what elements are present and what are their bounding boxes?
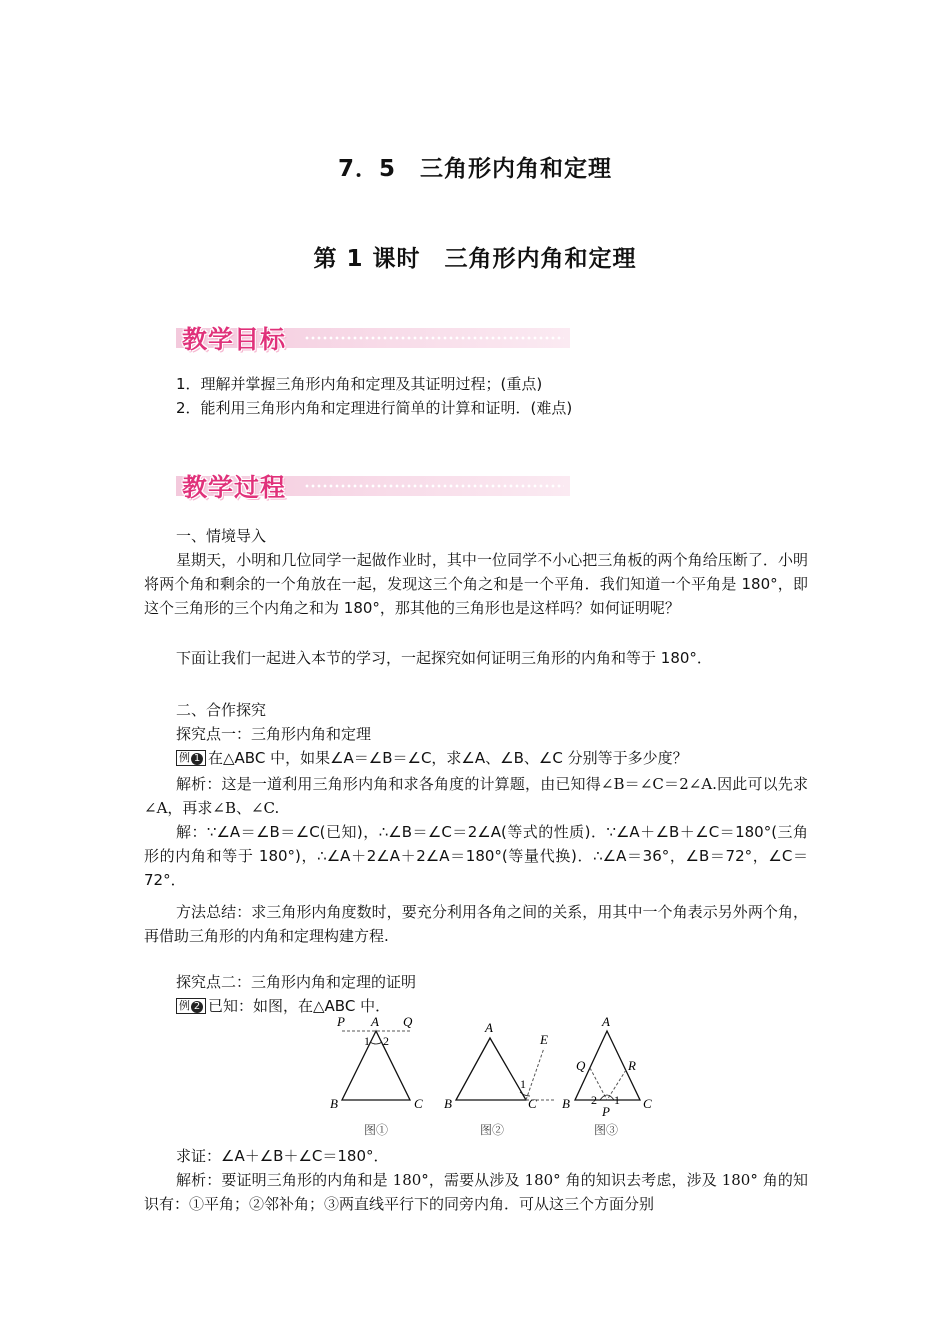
example1-summary: 方法总结：求三角形内角度数时，要充分利用各角之间的关系，用其中一个角表示另外两个角，再借助三角形的内角和定理构建方程. bbox=[144, 903, 808, 945]
figure-2-caption: 图② bbox=[480, 1123, 505, 1137]
label-r: R bbox=[628, 1058, 636, 1073]
part1-paragraph-2: 下面让我们一起进入本节的学习，一起探究如何证明三角形的内角和等于 180°． bbox=[176, 649, 712, 667]
lesson-title: 第 1 课时 三角形内角和定理 bbox=[313, 246, 637, 272]
label-c: C bbox=[414, 1096, 423, 1111]
example1-line bbox=[176, 746, 688, 770]
point2-heading: 探究点二：三角形内角和定理的证明 bbox=[176, 973, 417, 991]
prove-statement: 求证：∠A＋∠B＋∠C＝180°． bbox=[176, 1147, 389, 1165]
label-a: A bbox=[371, 1016, 379, 1029]
part1-paragraph-1: 星期天，小明和几位同学一起做作业时，其中一位同学不小心把三角板的两个角给压断了．小明将两个角和剩余的一个角放在一起，发现这三个角之和是一个平角．我们知道一个平角是 180°，即这个三角形的三个内角之和为 180°，那其他的三角形也是这样吗？如何证明呢？ bbox=[144, 551, 808, 617]
label-p: P bbox=[602, 1104, 610, 1119]
example2-analysis: 解析：要证明三角形的内角和是 180°，需要从涉及 180° 角的知识去考虑，涉及 180° 角的知识有：①平角；②邻补角；③两直线平行下的同旁内角．可从这三个方面分别 bbox=[144, 1171, 808, 1213]
figure-1-caption: 图① bbox=[364, 1123, 389, 1137]
example1-badge: 例 1 bbox=[176, 750, 206, 766]
label-c: C bbox=[643, 1096, 652, 1111]
figure-1 bbox=[330, 1016, 423, 1137]
triangle-figures bbox=[320, 1016, 670, 1140]
banner-dots bbox=[304, 484, 564, 488]
label-1: 1 bbox=[364, 1034, 370, 1048]
example2-badge: 例 2 bbox=[176, 998, 206, 1014]
label-c: C bbox=[528, 1096, 537, 1111]
label-1: 1 bbox=[614, 1093, 620, 1107]
label-p: P bbox=[337, 1016, 345, 1029]
point1-heading: 探究点一：三角形内角和定理 bbox=[176, 725, 372, 743]
banner-process bbox=[176, 468, 570, 502]
figure-3-caption: 图③ bbox=[594, 1123, 619, 1137]
example1-text: 在△ABC 中，如果∠A＝∠B＝∠C，求∠A、∠B、∠C 分别等于多少度？ bbox=[208, 749, 688, 767]
figure-3 bbox=[562, 1016, 652, 1137]
figure-2 bbox=[444, 1020, 554, 1137]
example2-line bbox=[176, 994, 390, 1018]
part2-heading: 二、合作探究 bbox=[176, 701, 267, 719]
label-2: 2 bbox=[383, 1034, 389, 1048]
example2-text: 已知：如图，在△ABC 中． bbox=[208, 997, 391, 1015]
label-2: 2 bbox=[591, 1093, 597, 1107]
label-q: Q bbox=[403, 1016, 413, 1029]
label-b: B bbox=[330, 1096, 338, 1111]
banner-dots bbox=[304, 336, 564, 340]
label-b: B bbox=[444, 1096, 452, 1111]
label-1: 1 bbox=[520, 1077, 526, 1091]
triangle-abc-1 bbox=[342, 1031, 410, 1100]
example1-solution: 解：∵∠A＝∠B＝∠C(已知)，∴∠B＝∠C＝2∠A(等式的性质)．∵∠A＋∠B＋∠C＝180°(三角形的内角和等于 180°)，∴∠A＋2∠A＋2∠A＝180°(等量代换)．∴∠A＝36°，∠B＝72°，∠C＝72°． bbox=[144, 823, 808, 889]
triangle-abc-2 bbox=[456, 1038, 526, 1100]
label-q: Q bbox=[576, 1058, 586, 1073]
label-a: A bbox=[602, 1016, 610, 1029]
example1-analysis: 解析：这是一道利用三角形内角和求各角度的计算题，由已知得∠B＝∠C＝2∠A.因此可以先求∠A，再求∠B、∠C. bbox=[144, 775, 808, 817]
label-a: A bbox=[485, 1020, 493, 1035]
goal-item-2: 2．能利用三角形内角和定理进行简单的计算和证明．(难点) bbox=[176, 399, 573, 417]
ray-ce bbox=[526, 1048, 544, 1100]
angle-arc bbox=[370, 1042, 382, 1044]
banner-goals bbox=[176, 320, 570, 354]
part1-heading: 一、情境导入 bbox=[176, 527, 267, 545]
label-e: E bbox=[540, 1032, 548, 1047]
section-title: 7．5 三角形内角和定理 bbox=[337, 156, 612, 182]
label-b: B bbox=[562, 1096, 570, 1111]
goal-item-1: 1．理解并掌握三角形内角和定理及其证明过程；(重点) bbox=[176, 375, 543, 393]
banner-goals-label: 教学目标 bbox=[182, 325, 287, 354]
banner-process-label: 教学过程 bbox=[182, 473, 287, 502]
